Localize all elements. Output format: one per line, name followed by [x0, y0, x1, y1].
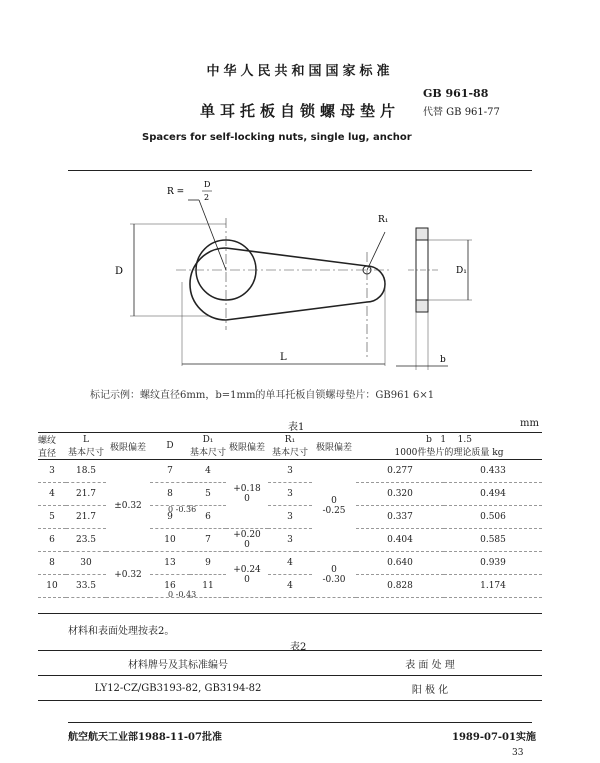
radius-d: D — [204, 180, 211, 189]
table-row: 6 23.5 10 7 +0.20 0 3 0.404 0.585 — [38, 529, 542, 552]
table1-caption: 表1 — [288, 422, 305, 433]
radius-label: R = — [167, 187, 185, 197]
standard-number: GB 961-88 — [423, 87, 489, 100]
page-number: 33 — [512, 748, 524, 758]
l-basic-header: L 基本尺寸 — [67, 434, 104, 458]
table1-unit: mm — [520, 418, 539, 429]
r1-tol-a: 0 -0.25 — [312, 460, 356, 552]
effective-date: 1989-07-01实施 — [452, 732, 536, 743]
d1-dev-header: 极限偏差 — [226, 433, 268, 460]
l-label: L — [280, 352, 287, 363]
surface-value: 阳 极 化 — [318, 676, 542, 701]
document-title: 单耳托板自锁螺母垫片 — [199, 102, 400, 120]
english-title: Spacers for self-locking nuts, single lug, anchor — [142, 132, 412, 143]
table1-bottom-rule — [38, 613, 542, 614]
marking-example: 标记示例：螺纹直径6mm，b=1mm的单耳托板自锁螺母垫片：GB961 6×1 — [90, 390, 435, 401]
d1-tol-b: +0.20 0 — [226, 529, 268, 552]
table-row: 10 33.5 16 11 4 0.828 1.174 — [38, 575, 542, 598]
table-row: 8 30 +0.32 13 9 +0.24 0 4 0 -0.30 0.640 0.939 — [38, 552, 542, 575]
approval-date: 航空航天工业部1988-11-07批准 — [68, 732, 222, 743]
thread-header: 螺纹 直径 — [38, 433, 66, 460]
d1-label: D₁ — [456, 266, 467, 276]
d-label: D — [115, 266, 124, 277]
material-note: 材料和表面处理按表2。 — [68, 626, 175, 637]
table-row: 5 21.7 9 6 3 0.337 0.506 — [38, 506, 542, 529]
r1-dev-header: 极限偏差 — [312, 433, 356, 460]
d-header: D — [150, 433, 190, 460]
d-tol-b: 0 -0.43 — [168, 590, 197, 599]
footer-rule — [68, 722, 532, 723]
table-row: 3 18.5 ±0.32 7 4 +0.18 0 3 0 -0.25 0.277 0.433 — [38, 460, 542, 483]
d1-tol-c: +0.24 0 — [226, 552, 268, 598]
r1-basic-header: R₁ 基本尺寸 — [268, 433, 312, 460]
table2-caption: 表2 — [290, 642, 307, 653]
dimension-table — [38, 433, 542, 598]
technical-drawing — [0, 170, 600, 385]
material-header: 材料牌号及其标准编号 — [38, 651, 318, 676]
surface-header: 表 面 处 理 — [318, 651, 542, 676]
l-dev-header: 极限偏差 — [106, 433, 150, 460]
r1-tol-b: 0 -0.30 — [312, 552, 356, 598]
b-label: b — [440, 355, 446, 365]
mass-header: b 1 1.5 1000件垫片的理论质量 kg — [356, 433, 542, 460]
d-tol-a: 0 -0.36 — [168, 505, 197, 514]
replaces-standard: 代替 GB 961-77 — [423, 107, 500, 118]
d1-tol-a: +0.18 0 — [226, 460, 268, 529]
r1-label: R₁ — [378, 215, 389, 225]
table-row: 4 21.7 8 5 3 0.320 0.494 — [38, 483, 542, 506]
d1-basic-header: D₁ 基本尺寸 — [190, 434, 227, 458]
issuing-agency: 中华人民共和国国家标准 — [206, 64, 394, 79]
material-value: LY12-CZ/GB3193-82, GB3194-82 — [38, 676, 318, 701]
material-table — [38, 650, 542, 701]
l-tol-b: +0.32 — [106, 552, 150, 598]
spacer-outline — [190, 248, 385, 320]
l-tol-a: ±0.32 — [106, 460, 150, 552]
radius-2: 2 — [204, 193, 210, 202]
